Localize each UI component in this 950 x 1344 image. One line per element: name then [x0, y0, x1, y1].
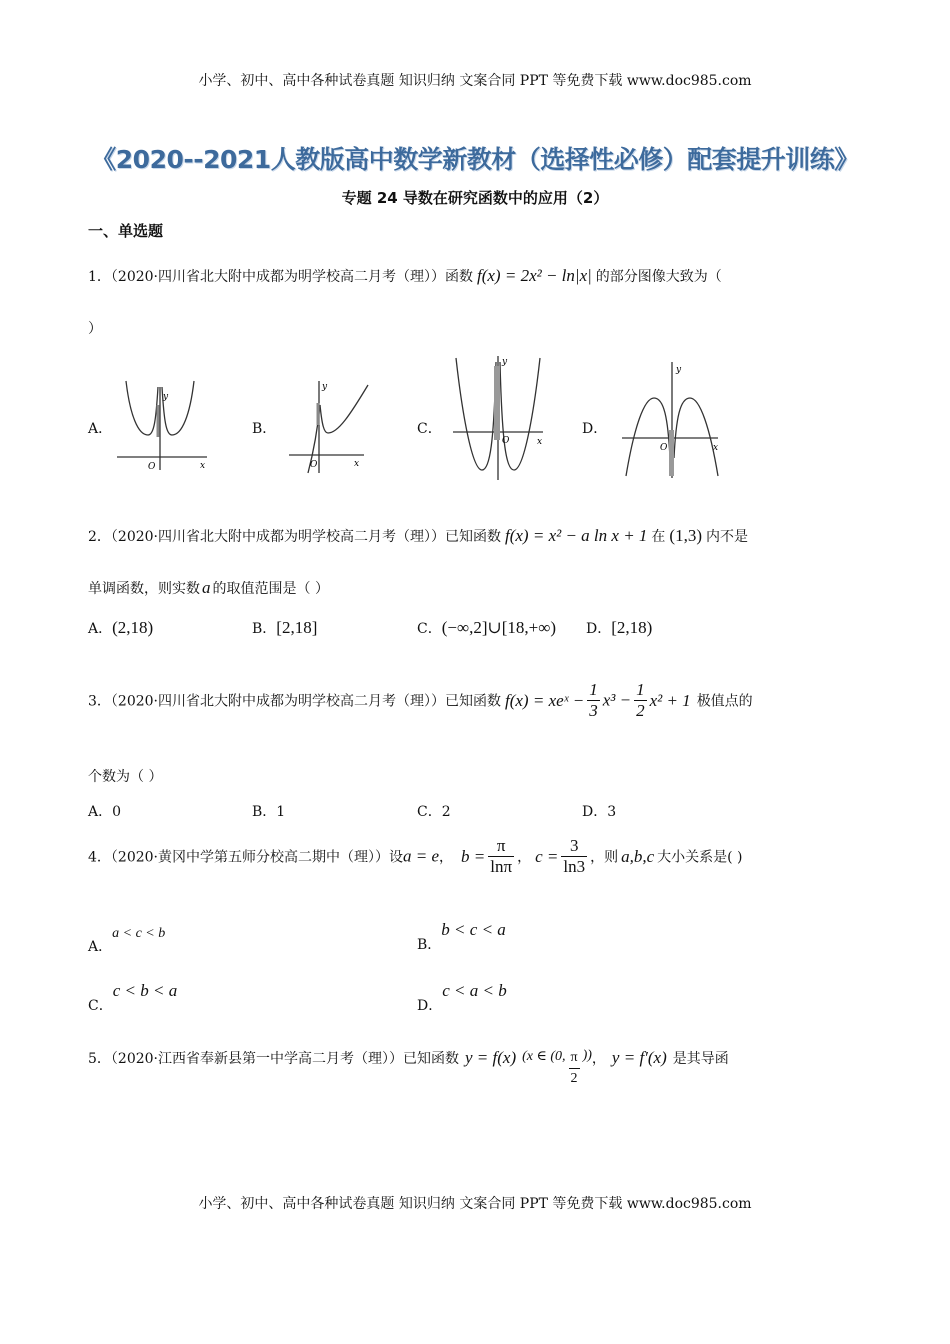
b-frac-num: π: [488, 836, 514, 857]
q4-option-c: [88, 981, 178, 1014]
question-4-b-frac: [488, 836, 514, 877]
frac1-den: 3: [589, 701, 598, 720]
q2-option-a-label: A．: [88, 621, 113, 637]
question-5-f2: y = f′(x): [611, 1048, 667, 1067]
q2-option-a: [88, 618, 153, 638]
question-3-frac2: [634, 680, 647, 721]
question-1: [88, 266, 722, 286]
question-2-suffix: 内不是: [706, 529, 748, 545]
question-5-sep: ，: [591, 1051, 606, 1067]
q1-option-a-label: A．: [88, 421, 113, 437]
q4-option-d-label: D．: [417, 998, 443, 1014]
question-2-formula: f(x) = x² − a ln x + 1: [505, 526, 648, 545]
q2-option-c-label: C．: [417, 621, 442, 637]
question-5: [88, 1048, 729, 1089]
graph-a-origin-label: O: [148, 462, 156, 472]
domain-frac-den: 2: [570, 1071, 578, 1086]
question-2-line2a: 单调函数，则实数: [88, 581, 200, 597]
q4-option-b: [417, 920, 506, 953]
q2-option-b-label: B．: [252, 621, 277, 637]
q4-option-a-label: A．: [88, 939, 113, 955]
q4-option-c-label: C．: [88, 998, 113, 1014]
q2-option-d-value: [2,18): [611, 618, 653, 637]
question-1-prefix: 1．（2020·四川省北大附中成都为明学校高二月考（理））函数: [88, 269, 473, 285]
graph-d-x-label: x: [713, 443, 719, 453]
question-3-suffix: 极值点的: [696, 693, 753, 710]
question-1-suffix: 的部分图像大致为（: [595, 269, 722, 285]
document-title: 《2020--2021人教版高中数学新教材（选择性必修）配套提升训练》: [91, 145, 859, 174]
q4-option-b-value: b < c < a: [441, 920, 506, 939]
q3-option-c-value: 2: [441, 804, 451, 820]
q2-option-c-value: (−∞,2]∪[18,+∞): [441, 618, 557, 637]
q2-option-b-value: [2,18]: [276, 618, 318, 637]
document-subtitle: 专题 24 导数在研究函数中的应用（2）: [341, 189, 609, 207]
graph-b-x-label: x: [354, 459, 360, 469]
question-2-mid: 在: [651, 529, 666, 545]
question-4-suffix: 大小关系是( ): [657, 849, 743, 866]
question-4-sep2: ，: [517, 849, 532, 866]
graph-b-origin-label: O: [310, 460, 318, 470]
question-4-a-def: a = e: [403, 846, 440, 866]
q1-option-b-graph: [284, 375, 374, 475]
question-2-line2: [88, 578, 329, 598]
question-1-line2: ）: [88, 321, 102, 337]
c-frac-den: ln3: [563, 857, 586, 876]
q2-option-a-value: (2,18): [112, 618, 154, 637]
q4-option-c-value: c < b < a: [112, 981, 178, 1000]
question-1-formula: f(x) = 2x² − ln|x|: [477, 266, 592, 285]
frac2-num: 1: [636, 680, 645, 699]
graph-a-y-label: y: [163, 392, 169, 402]
q1-option-d-graph: [620, 358, 730, 480]
graph-a-x-label: x: [200, 461, 206, 471]
q3-option-a-value: 0: [112, 804, 122, 820]
graph-d-y-label: y: [676, 365, 682, 375]
q3-option-a: [88, 801, 121, 821]
question-5-domain-frac: [569, 1048, 580, 1089]
frac2-den: 2: [636, 701, 645, 720]
q2-option-d-label: D．: [586, 621, 612, 637]
q2-option-c: [417, 618, 556, 638]
q4-option-d-value: c < a < b: [442, 981, 507, 1000]
q2-option-d: [586, 618, 652, 638]
page-footer: 小学、初中、高中各种试卷真题 知识归纳 文案合同 PPT 等免费下载 www.doc985.com: [198, 1196, 752, 1212]
graph-c-y-label: y: [502, 357, 508, 367]
c-frac-num: 3: [561, 836, 587, 857]
q1-option-c-label: C．: [417, 421, 442, 437]
q3-option-a-label: A．: [88, 804, 113, 820]
question-2-prefix: 2．（2020·四川省北大附中成都为明学校高二月考（理））已知函数: [88, 529, 501, 545]
question-2: [88, 526, 748, 546]
q3-option-c: [417, 801, 451, 821]
q4-option-b-label: B．: [417, 937, 442, 953]
question-3-formula-c: x² + 1: [649, 690, 691, 710]
question-5-domain-a: (x ∈ (0,: [522, 1049, 566, 1064]
graph-c-x-label: x: [537, 437, 543, 447]
section-heading: 一、单选题: [88, 222, 164, 240]
q1-option-b-label: B．: [252, 421, 277, 437]
q3-option-d: [582, 801, 616, 821]
question-4-prefix: 4．（2020·黄冈中学第五师分校高二期中（理））设: [88, 849, 403, 866]
question-4-vars: a,b,c: [621, 846, 655, 866]
question-4-b-lhs: b =: [461, 846, 486, 866]
question-4-c-frac: [561, 836, 587, 877]
question-3: [88, 680, 753, 721]
q3-option-b: [252, 801, 285, 821]
question-4-c-lhs: c =: [535, 846, 559, 866]
question-3-line2: 个数为（ ）: [88, 769, 163, 785]
q1-option-a-graph: [112, 375, 212, 475]
question-2-line2b: 的取值范围是（ ）: [212, 581, 329, 597]
question-4-then: ，则: [590, 849, 619, 866]
question-5-f1: y = f(x): [465, 1048, 517, 1067]
q2-option-b: [252, 618, 317, 638]
question-3-frac1: [587, 680, 600, 721]
graph-c-origin-label: O: [502, 436, 510, 446]
question-5-prefix: 5．（2020·江西省奉新县第一中学高二月考（理））已知函数: [88, 1051, 459, 1067]
q4-option-d: [417, 981, 507, 1014]
frac1-num: 1: [589, 680, 598, 699]
b-frac-den: lnπ: [490, 857, 513, 876]
domain-frac-num: π: [569, 1048, 580, 1069]
graph-d-origin-label: O: [660, 443, 668, 453]
question-2-var: a: [202, 578, 211, 597]
graph-b-y-label: y: [322, 382, 328, 392]
q3-option-b-value: 1: [276, 804, 286, 820]
question-5-domain-b: )): [582, 1048, 592, 1063]
page-header: 小学、初中、高中各种试卷真题 知识归纳 文案合同 PPT 等免费下载 www.doc985.com: [198, 73, 752, 89]
question-2-interval: (1,3): [669, 526, 702, 545]
q4-option-a-value: a < c < b: [112, 926, 166, 941]
question-4-sep1: ，: [439, 849, 454, 866]
question-3-formula-a: f(x) = xeˣ −: [505, 690, 585, 710]
q3-option-b-label: B．: [252, 804, 277, 820]
q1-option-c-graph: [448, 352, 553, 482]
question-5-suffix: 是其导函: [672, 1051, 729, 1067]
q1-option-d-label: D．: [582, 421, 608, 437]
q3-option-d-value: 3: [607, 804, 617, 820]
q3-option-d-label: D．: [582, 804, 608, 820]
q3-option-c-label: C．: [417, 804, 442, 820]
q4-option-a: [88, 922, 166, 955]
question-3-formula-b: x³ −: [602, 690, 632, 710]
question-3-prefix: 3．（2020·四川省北大附中成都为明学校高二月考（理））已知函数: [88, 693, 501, 710]
question-4: [88, 836, 743, 877]
